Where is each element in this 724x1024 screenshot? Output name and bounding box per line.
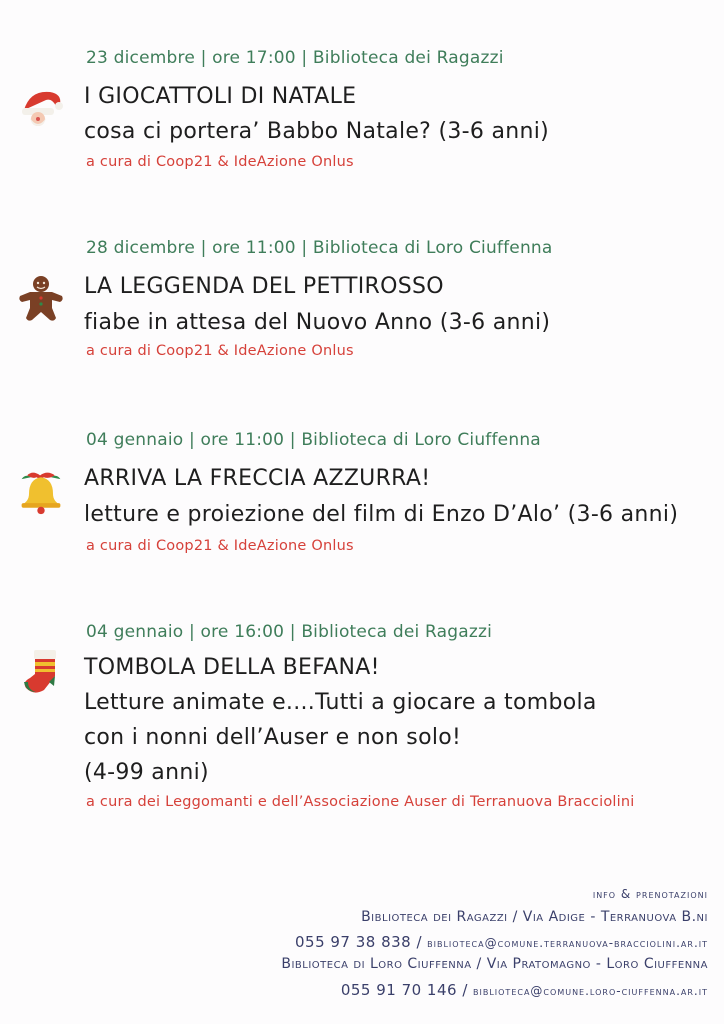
event-description-line-1: Letture animate e....Tutti a giocare a tombola	[84, 690, 597, 715]
event-title: TOMBOLA DELLA BEFANA!	[84, 655, 380, 680]
event-credit: a cura dei Leggomanti e dell’Associazione Auser di Terranuova Bracciolini	[86, 794, 635, 810]
event-title: ARRIVA LA FRECCIA AZZURRA!	[84, 466, 431, 491]
event-meta: 28 dicembre | ore 11:00 | Biblioteca di Loro Ciuffenna	[86, 238, 553, 258]
event-title: LA LEGGENDA DEL PETTIROSSO	[84, 274, 444, 299]
phone-2[interactable]: 055 91 70 146 /	[340, 981, 468, 999]
event-meta: 04 gennaio | ore 11:00 | Biblioteca di Loro Ciuffenna	[86, 430, 541, 450]
event-age-range: (4-99 anni)	[84, 760, 209, 785]
event-credit: a cura di Coop21 & IdeAzione Onlus	[86, 538, 354, 554]
footer-contact-1	[295, 932, 708, 951]
christmas-stocking-icon	[16, 648, 66, 696]
email-1[interactable]: biblioteca@comune.terranuova-bracciolini.ar.it	[427, 936, 708, 950]
gingerbread-man-icon	[16, 274, 66, 322]
event-meta: 04 gennaio | ore 16:00 | Biblioteca dei Ragazzi	[86, 622, 493, 642]
phone-1[interactable]: 055 97 38 838 /	[294, 933, 423, 951]
footer-contact-2	[341, 980, 708, 999]
email-2[interactable]: biblioteca@comune.loro-ciuffenna.ar.it	[472, 984, 708, 998]
footer-heading: info & prenotazioni	[592, 887, 708, 901]
event-description-line-2: con i nonni dell’Auser e non solo!	[84, 725, 462, 750]
event-title: I GIOCATTOLI DI NATALE	[84, 84, 357, 109]
footer-library-2: Biblioteca di Loro Ciuffenna / Via Pratomagno - Loro Ciuffenna	[281, 956, 708, 972]
event-credit: a cura di Coop21 & IdeAzione Onlus	[86, 154, 354, 170]
event-subtitle: letture e proiezione del film di Enzo D’Alo’ (3-6 anni)	[84, 502, 679, 527]
santa-hat-icon	[16, 84, 66, 132]
christmas-bell-icon	[16, 468, 66, 516]
event-credit: a cura di Coop21 & IdeAzione Onlus	[86, 343, 354, 359]
footer-library-1: Biblioteca dei Ragazzi / Via Adige - Terranuova B.ni	[361, 909, 708, 925]
event-subtitle: fiabe in attesa del Nuovo Anno (3-6 anni)	[84, 310, 551, 335]
event-subtitle: cosa ci portera’ Babbo Natale? (3-6 anni)	[84, 119, 550, 144]
event-meta: 23 dicembre | ore 17:00 | Biblioteca dei Ragazzi	[86, 48, 504, 68]
